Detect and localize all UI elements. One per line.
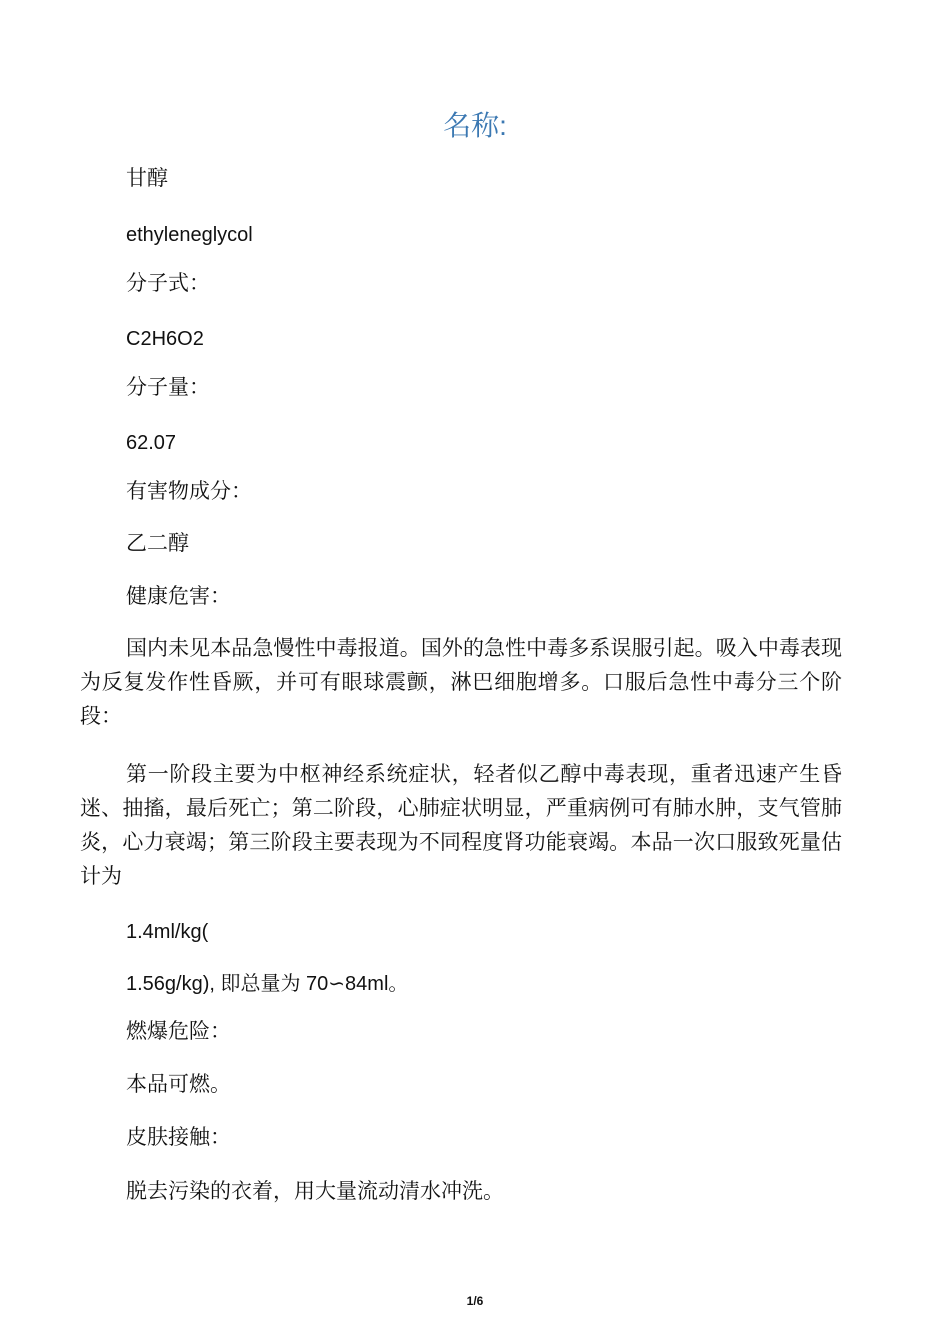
name-english: ethyleneglycol	[126, 224, 253, 246]
lethal-dose-line-2: 1.56g/kg), 即总量为 70∽84ml。	[126, 973, 409, 995]
weight-value: 62.07	[126, 432, 177, 454]
page-number: 1/6	[466, 1294, 484, 1308]
health-hazard-label: 健康危害：	[126, 584, 231, 608]
formula-label: 分子式：	[126, 271, 210, 295]
weight-label: 分子量：	[126, 375, 210, 399]
skin-contact-label: 皮肤接触：	[126, 1125, 231, 1149]
hazard-component-label: 有害物成分：	[126, 479, 252, 503]
health-hazard-paragraph-1: 国内未见本品急慢性中毒报道。国外的急性中毒多系误服引起。吸入中毒表现为反复发作性昏厥，并可有眼球震颤，淋巴细胞增多。口服后急性中毒分三个阶段：	[80, 636, 842, 728]
name-chinese: 甘醇	[126, 166, 168, 190]
health-hazard-paragraph-2: 第一阶段主要为中枢神经系统症状，轻者似乙醇中毒表现，重者迅速产生昏迷、抽搐，最后死亡；第二阶段，心肺症状明显，严重病例可有肺水肿，支气管肺炎，心力衰竭；第三阶段主要表现为不同程度肾功能衰竭。本品一次口服致死量估计为	[80, 762, 842, 888]
page-title: 名称:	[443, 110, 507, 141]
lethal-dose-line-1: 1.4ml/kg(	[126, 921, 209, 943]
hazard-component-value: 乙二醇	[126, 531, 189, 555]
fire-hazard-value: 本品可燃。	[126, 1072, 231, 1096]
skin-contact-value: 脱去污染的衣着，用大量流动清水冲洗。	[126, 1179, 504, 1203]
formula-value: C2H6O2	[126, 328, 204, 350]
fire-hazard-label: 燃爆危险：	[126, 1019, 231, 1043]
